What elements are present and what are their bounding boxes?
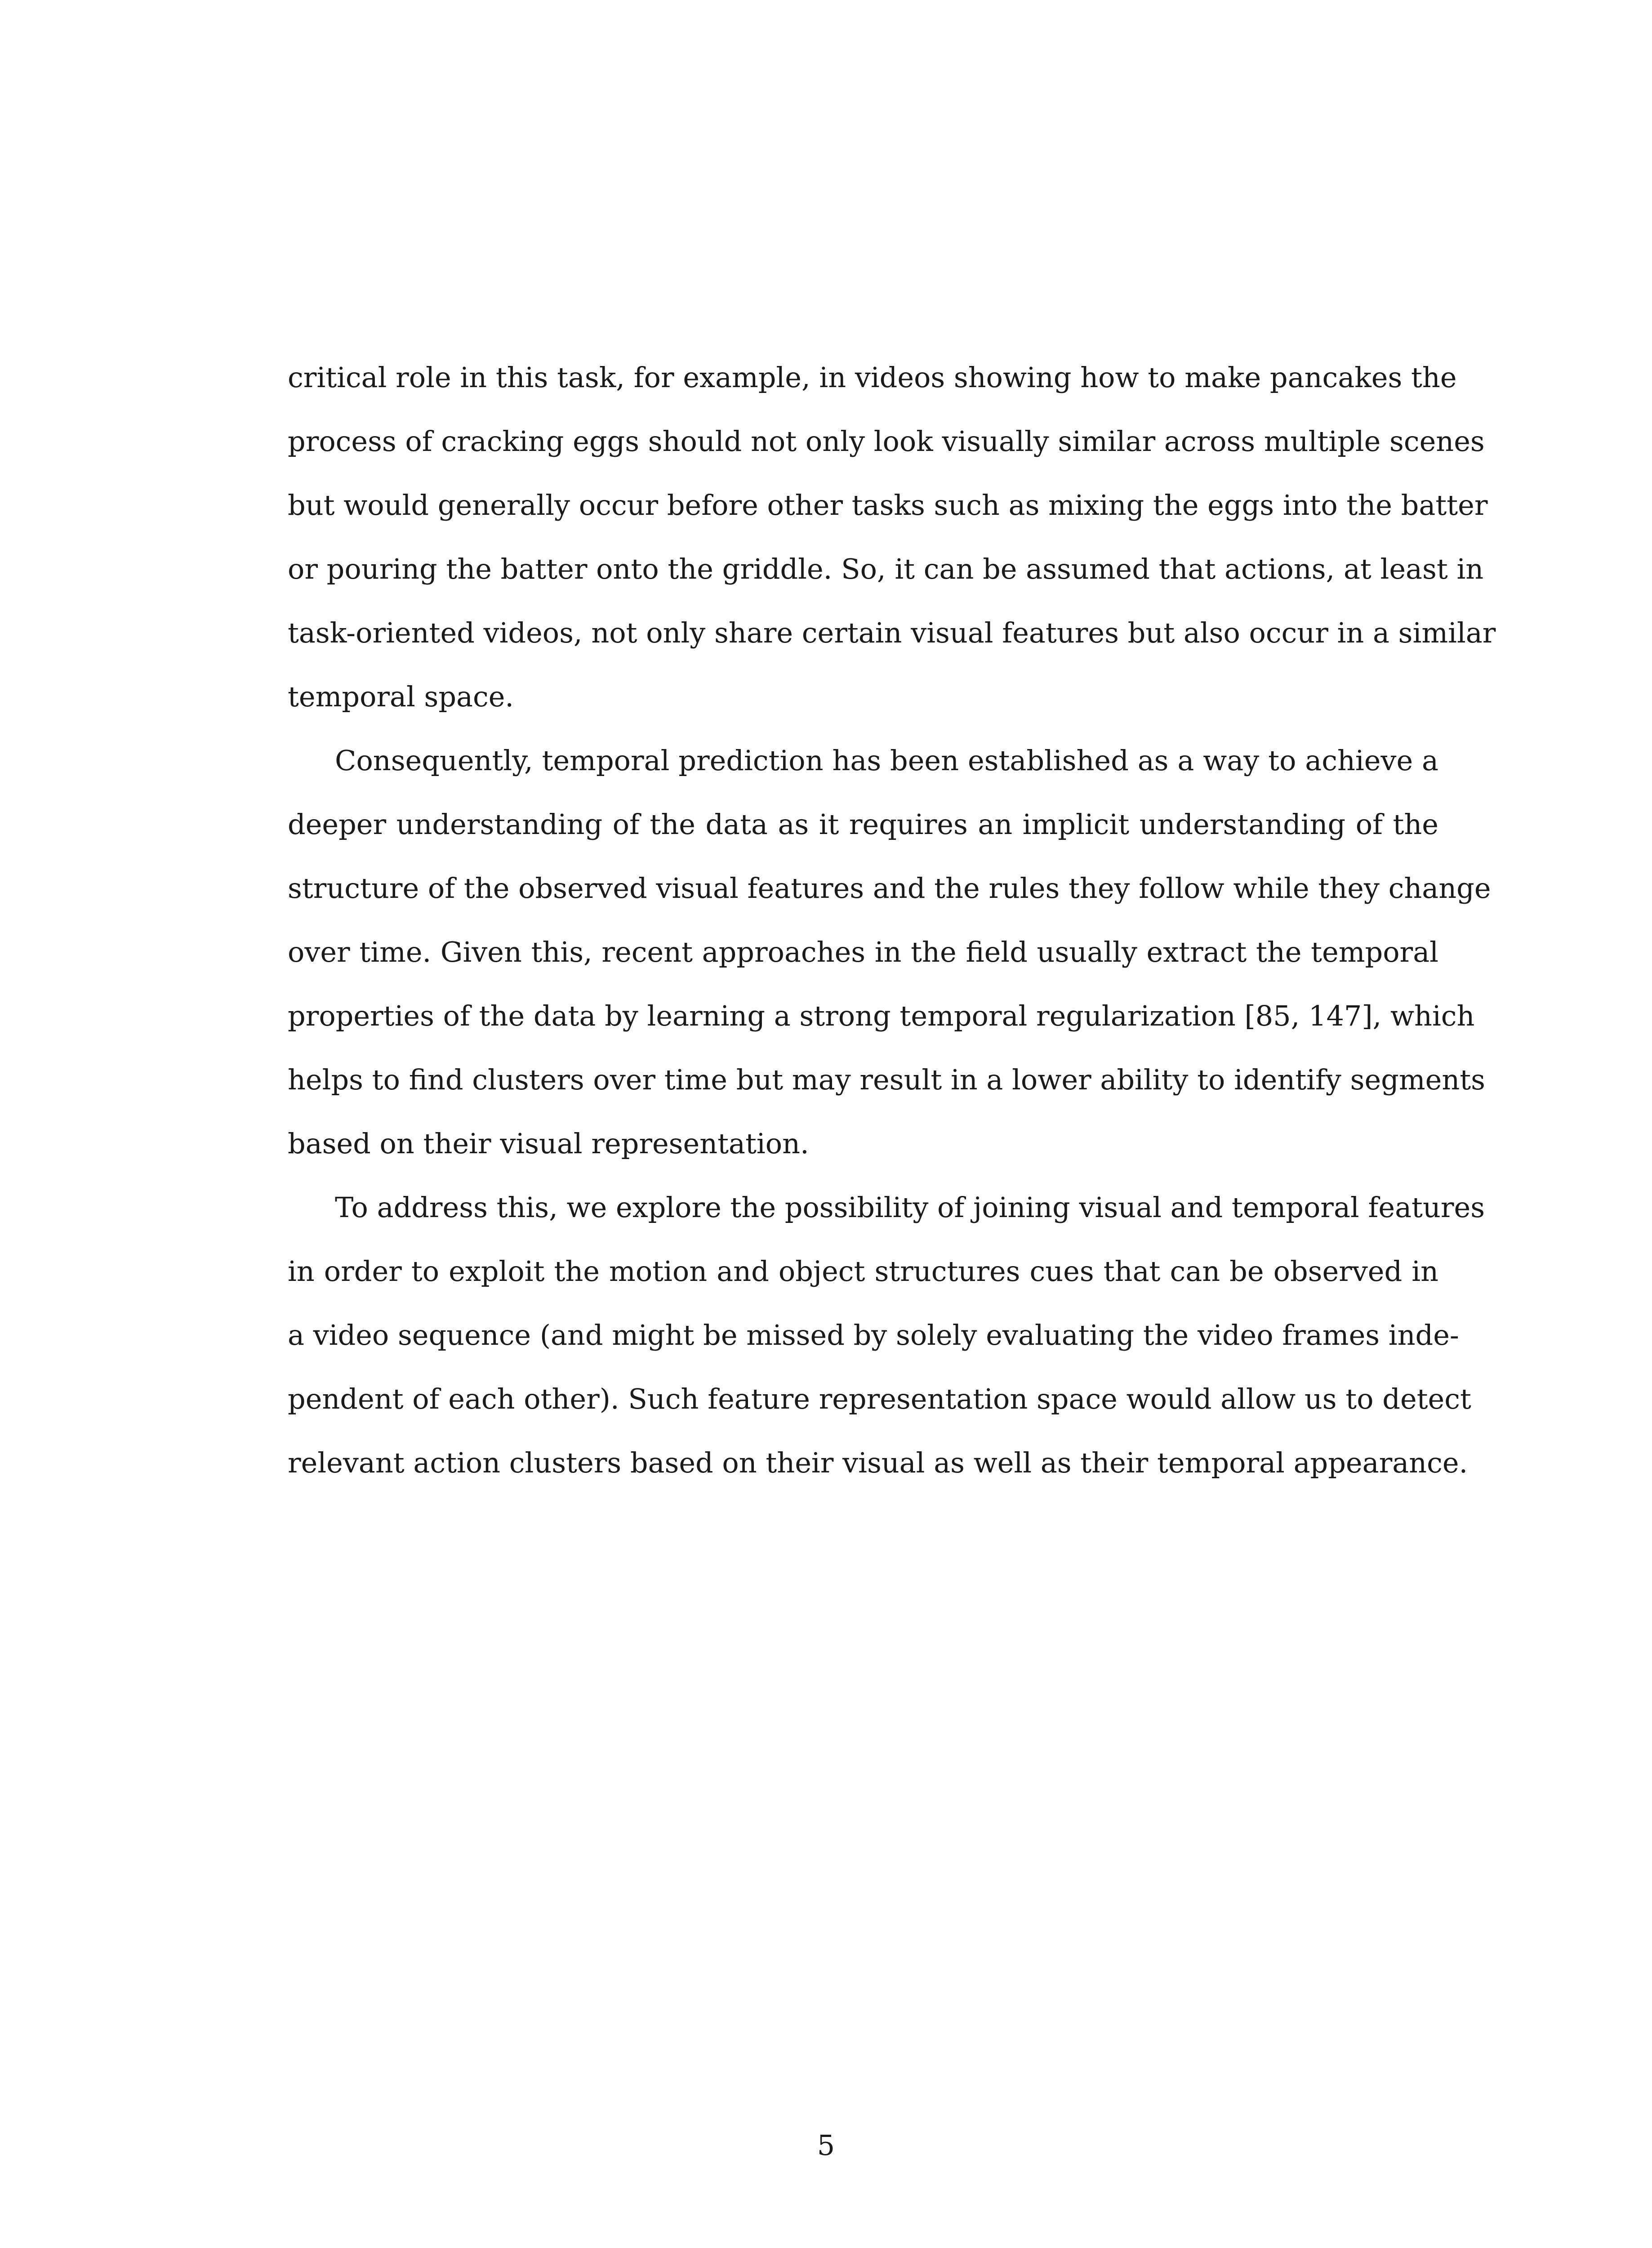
text-line: in order to exploit the motion and object structures cues that can be observed in xyxy=(288,1255,1438,1288)
text-line: or pouring the batter onto the griddle. So, it can be assumed that actions, at least in xyxy=(288,553,1484,585)
text-line: temporal space. xyxy=(288,680,514,713)
text-line: structure of the observed visual features and the rules they follow while they change xyxy=(288,872,1491,905)
text-line: pendent of each other). Such feature representation space would allow us to detect xyxy=(288,1383,1471,1415)
text-line: over time. Given this, recent approaches in the field usually extract the temporal xyxy=(288,936,1438,968)
text-line: task-oriented videos, not only share certain visual features but also occur in a similar xyxy=(288,616,1496,649)
text-line: relevant action clusters based on their visual as well as their temporal appearance. xyxy=(288,1446,1468,1479)
text-line: process of cracking eggs should not only look visually similar across multiple scenes xyxy=(288,425,1485,458)
text-line: critical role in this task, for example, in videos showing how to make pancakes the xyxy=(288,361,1457,394)
text-line: helps to find clusters over time but may result in a lower ability to identify segments xyxy=(288,1063,1486,1096)
text-line: To address this, we explore the possibility of joining visual and temporal features xyxy=(335,1191,1485,1224)
text-line: a video sequence (and might be missed by solely evaluating the video frames inde- xyxy=(288,1319,1459,1351)
text-line: Consequently, temporal prediction has been established as a way to achieve a xyxy=(335,744,1438,777)
text-line: based on their visual representation. xyxy=(288,1127,809,1160)
text-line: but would generally occur before other tasks such as mixing the eggs into the batter xyxy=(288,489,1488,522)
text-line: deeper understanding of the data as it requires an implicit understanding of the xyxy=(288,808,1438,841)
page-number: 5 xyxy=(817,2129,835,2162)
text-line: properties of the data by learning a strong temporal regularization [85, 147], which xyxy=(288,999,1475,1032)
